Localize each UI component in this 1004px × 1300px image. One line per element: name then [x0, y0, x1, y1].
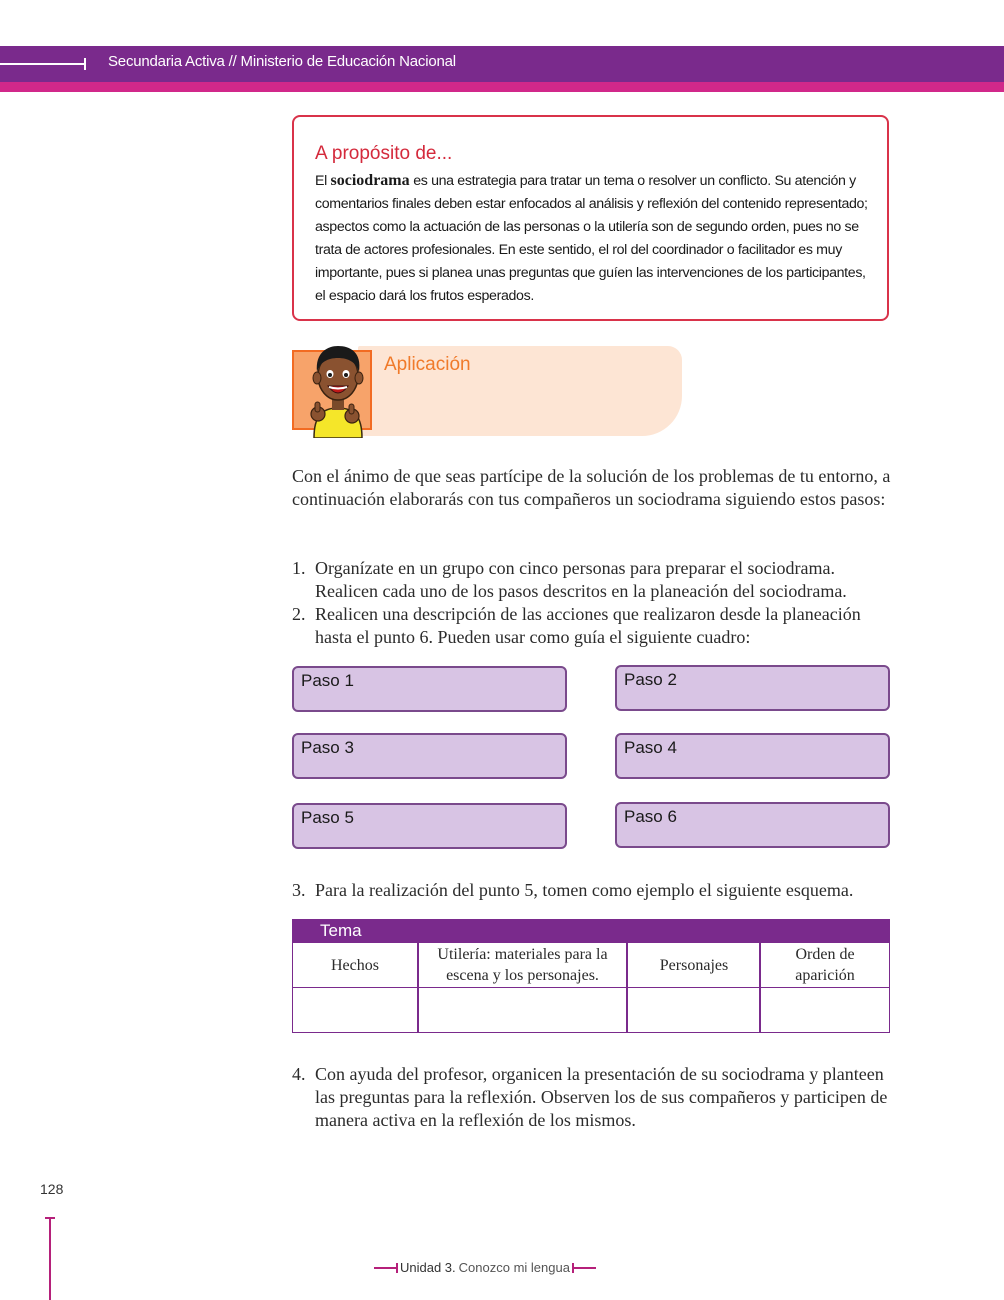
header-title: Secundaria Activa // Ministerio de Educación Nacional [108, 53, 456, 70]
paso-label: Paso 2 [624, 670, 677, 689]
intro-paragraph: Con el ánimo de que seas partícipe de la solución de los problemas de tu entorno, a continuación elaborarás con tus compañeros un sociodrama siguiendo estos pasos: [292, 466, 891, 509]
tema-table [292, 919, 890, 1033]
tema-column-header: Utilería: materiales para la escena y los personajes. [437, 946, 608, 984]
footer-unit-title: Conozco mi lengua [458, 1260, 570, 1275]
header-rule [0, 63, 86, 65]
list-item [292, 1063, 892, 1132]
margin-rule [49, 1218, 51, 1300]
page-number: 128 [40, 1181, 64, 1197]
paso-label: Paso 1 [301, 671, 354, 690]
aplicacion-banner [292, 344, 684, 436]
child-thumbs-up-icon [300, 344, 376, 438]
table-divider [417, 943, 419, 1033]
footer-rule-left [374, 1267, 398, 1269]
paso-label: Paso 4 [624, 738, 677, 757]
proposito-text [315, 169, 871, 308]
list-item-text: Para la realización del punto 5, tomen como ejemplo el siguiente esquema. [315, 880, 854, 900]
footer-unit-label: Unidad 3. [400, 1260, 456, 1275]
header-accent-stripe [0, 82, 1004, 92]
proposito-title: A propósito de... [315, 143, 453, 164]
paso-label: Paso 5 [301, 808, 354, 827]
proposito-bold-word: sociodrama [330, 172, 410, 189]
proposito-text-before: El [315, 173, 331, 189]
list-item-text: Organízate en un grupo con cinco personas para preparar el sociodrama. Realicen cada uno de los pasos descritos en la planeación del sociodrama. [315, 558, 847, 601]
tema-column-header: Hechos [331, 956, 379, 974]
table-divider [626, 943, 628, 1033]
tema-column-header: Personajes [659, 956, 729, 974]
paso-label: Paso 3 [301, 738, 354, 757]
list-item-number: 3. [292, 880, 306, 900]
steps-list-c [292, 1063, 892, 1132]
table-divider [759, 943, 761, 1033]
paso-box-2 [615, 665, 890, 711]
paso-label: Paso 6 [624, 807, 677, 826]
proposito-box [292, 115, 889, 321]
steps-list-a [292, 557, 892, 649]
table-row-divider [293, 987, 889, 988]
list-item-text: Con ayuda del profesor, organicen la presentación de su sociodrama y planteen las preguntas para la reflexión. Observen los de sus compañeros y participen de manera activa en la reflexión de los mismos. [315, 1064, 888, 1130]
tema-title: Tema [320, 921, 362, 940]
tema-column-header: Orden de aparición [795, 946, 855, 984]
steps-list-b [292, 879, 892, 902]
footer-unit [374, 1260, 596, 1275]
footer-rule-right [572, 1267, 596, 1269]
list-item-number: 2. [292, 604, 306, 624]
paso-box-5 [292, 803, 567, 849]
list-item [292, 879, 892, 902]
list-item-number: 1. [292, 558, 306, 578]
list-item [292, 557, 892, 603]
aplicacion-title: Aplicación [384, 354, 471, 375]
proposito-text-after: es una estrategia para tratar un tema o resolver un conflicto. Su atención y comentarios finales deben estar enfocados al análisis y reflexión del contenido representado; aspectos como la actuación de las personas o la utilería son de segundo orden, pues no se trata de actores profesionales. En este sentido, el rol del coordinador o facilitador es muy importante, pues si planea unas preguntas que guíen las intervenciones de los participantes, el espacio dará los frutos esperados. [315, 173, 868, 304]
list-item [292, 603, 892, 649]
paso-box-1 [292, 666, 567, 712]
list-item-text: Realicen una descripción de las acciones que realizaron desde la planeación hasta el punto 6. Pueden usar como guía el siguiente cuadro: [315, 604, 861, 647]
tema-table-header [293, 920, 889, 943]
paso-box-4 [615, 733, 890, 779]
header-rule-tick [84, 58, 86, 70]
paso-box-6 [615, 802, 890, 848]
paso-box-3 [292, 733, 567, 779]
list-item-number: 4. [292, 1064, 306, 1084]
